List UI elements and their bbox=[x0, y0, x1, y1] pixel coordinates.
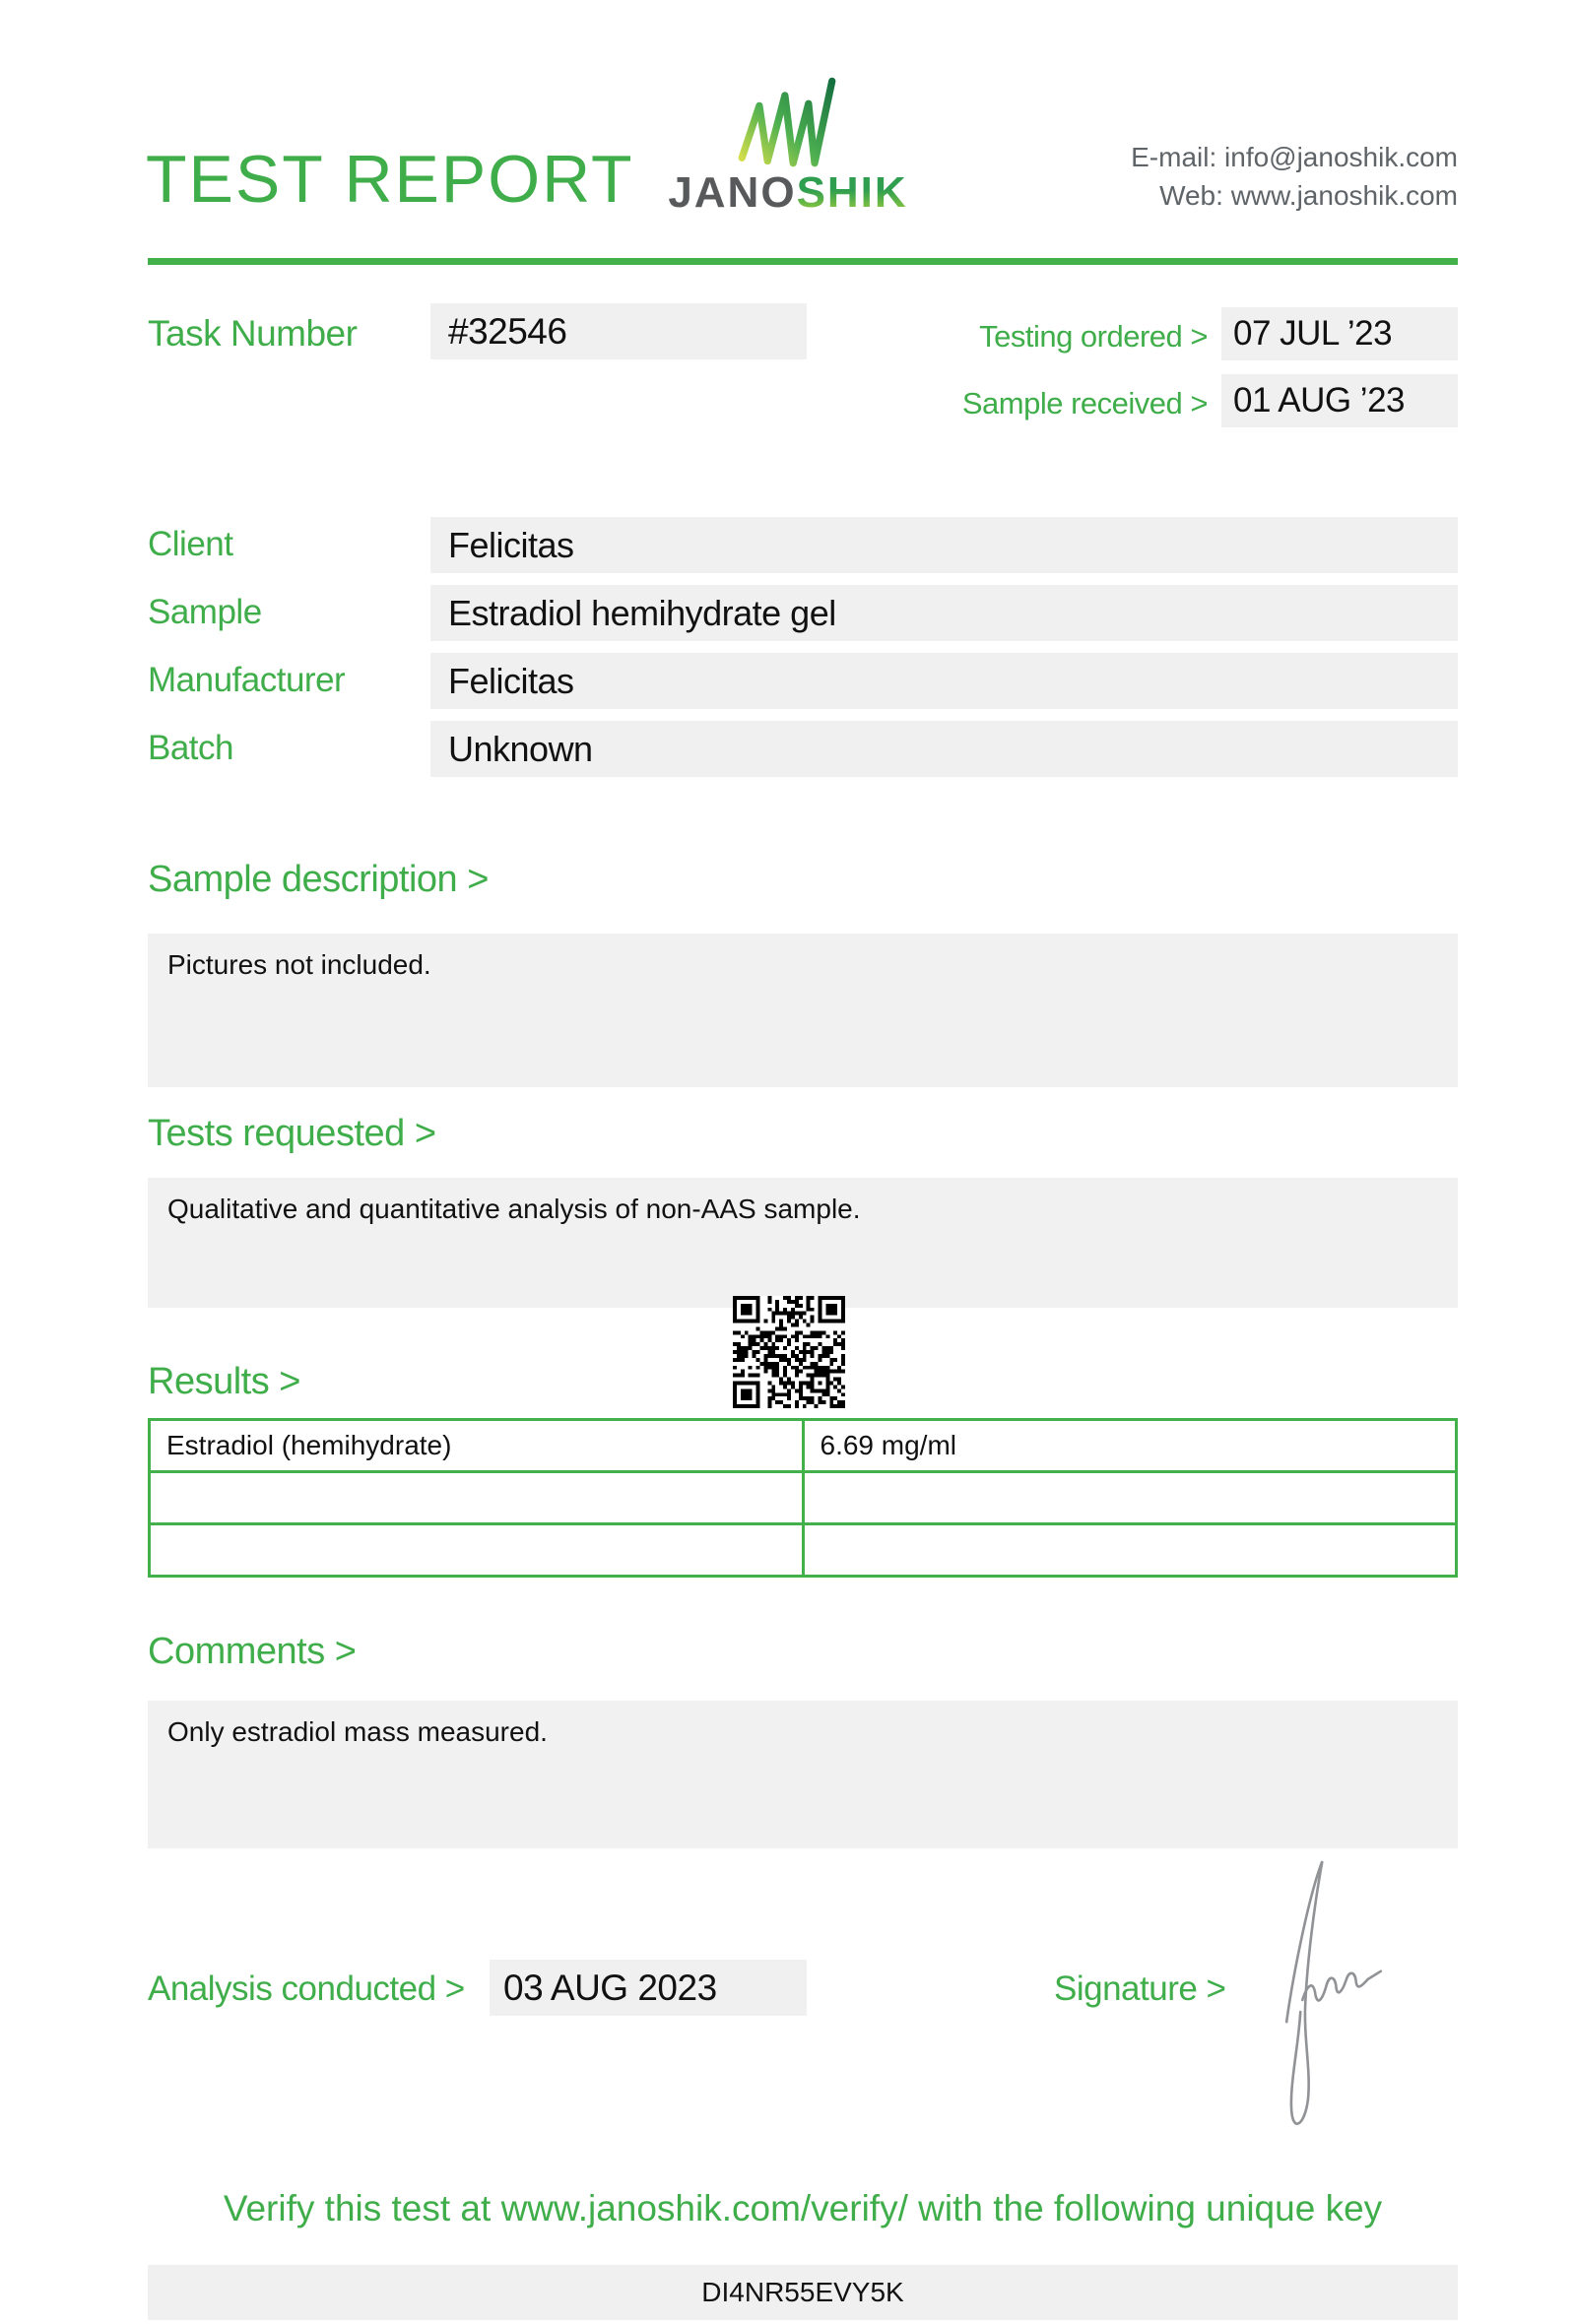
result-analyte-cell bbox=[150, 1524, 804, 1577]
comments-box: Only estradiol mass measured. bbox=[148, 1701, 1458, 1848]
client-label: Client bbox=[148, 525, 233, 563]
janoshik-logo bbox=[640, 75, 936, 215]
info-row-batch bbox=[148, 721, 1458, 777]
info-row-sample bbox=[148, 585, 1458, 641]
batch-value: Unknown bbox=[430, 721, 1458, 777]
result-value-cell bbox=[803, 1524, 1457, 1577]
analysis-conducted-date: 03 AUG 2023 bbox=[490, 1960, 807, 2016]
result-analyte-cell bbox=[150, 1472, 804, 1524]
result-analyte-cell: Estradiol (hemihydrate) bbox=[150, 1420, 804, 1472]
info-row-client bbox=[148, 517, 1458, 573]
logo-text-shik: SHIK bbox=[796, 168, 908, 217]
manufacturer-value: Felicitas bbox=[430, 653, 1458, 709]
result-value-cell bbox=[803, 1472, 1457, 1524]
table-row bbox=[150, 1420, 1457, 1472]
client-value: Felicitas bbox=[430, 517, 1458, 573]
sample-value: Estradiol hemihydrate gel bbox=[430, 585, 1458, 641]
qr-code bbox=[733, 1296, 845, 1408]
table-row bbox=[150, 1524, 1457, 1577]
signature-label: Signature > bbox=[1054, 1969, 1226, 2008]
tests-requested-heading: Tests requested > bbox=[148, 1113, 436, 1154]
sample-info-list bbox=[148, 517, 1458, 789]
verify-instruction: Verify this test at www.janoshik.com/verify/ with the following unique key bbox=[223, 2188, 1383, 2228]
task-number-label: Task Number bbox=[148, 313, 358, 354]
testing-ordered-date: 07 JUL ’23 bbox=[1221, 307, 1458, 360]
signature-image bbox=[1263, 1851, 1411, 2149]
testing-ordered-label: Testing ordered > bbox=[979, 319, 1208, 354]
batch-label: Batch bbox=[148, 729, 233, 767]
tests-requested-box: Qualitative and quantitative analysis of non-AAS sample. bbox=[148, 1178, 1458, 1308]
analysis-conducted-label: Analysis conducted > bbox=[148, 1969, 465, 2008]
sample-received-label: Sample received > bbox=[961, 386, 1208, 420]
page-title: TEST REPORT bbox=[146, 142, 634, 217]
info-row-manufacturer bbox=[148, 653, 1458, 709]
table-row bbox=[150, 1472, 1457, 1524]
sample-received-date: 01 AUG ’23 bbox=[1221, 374, 1458, 427]
results-heading: Results > bbox=[148, 1361, 300, 1402]
task-number-value: #32546 bbox=[430, 303, 807, 359]
logo-wordmark bbox=[640, 168, 936, 217]
unique-key: DI4NR55EVY5K bbox=[148, 2265, 1458, 2320]
contact-email: E-mail: info@janoshik.com bbox=[1131, 142, 1458, 172]
sample-description-heading: Sample description > bbox=[148, 859, 489, 900]
result-value-cell: 6.69 mg/ml bbox=[803, 1420, 1457, 1472]
contact-block bbox=[1131, 138, 1458, 215]
sample-description-box: Pictures not included. bbox=[148, 934, 1458, 1087]
sample-label: Sample bbox=[148, 593, 262, 631]
logo-text-jano: JANO bbox=[668, 168, 797, 217]
header-divider bbox=[148, 258, 1458, 265]
comments-heading: Comments > bbox=[148, 1631, 357, 1672]
contact-web: Web: www.janoshik.com bbox=[1159, 180, 1458, 211]
growth-chart-icon bbox=[737, 75, 839, 169]
manufacturer-label: Manufacturer bbox=[148, 661, 346, 699]
results-table bbox=[148, 1418, 1458, 1578]
